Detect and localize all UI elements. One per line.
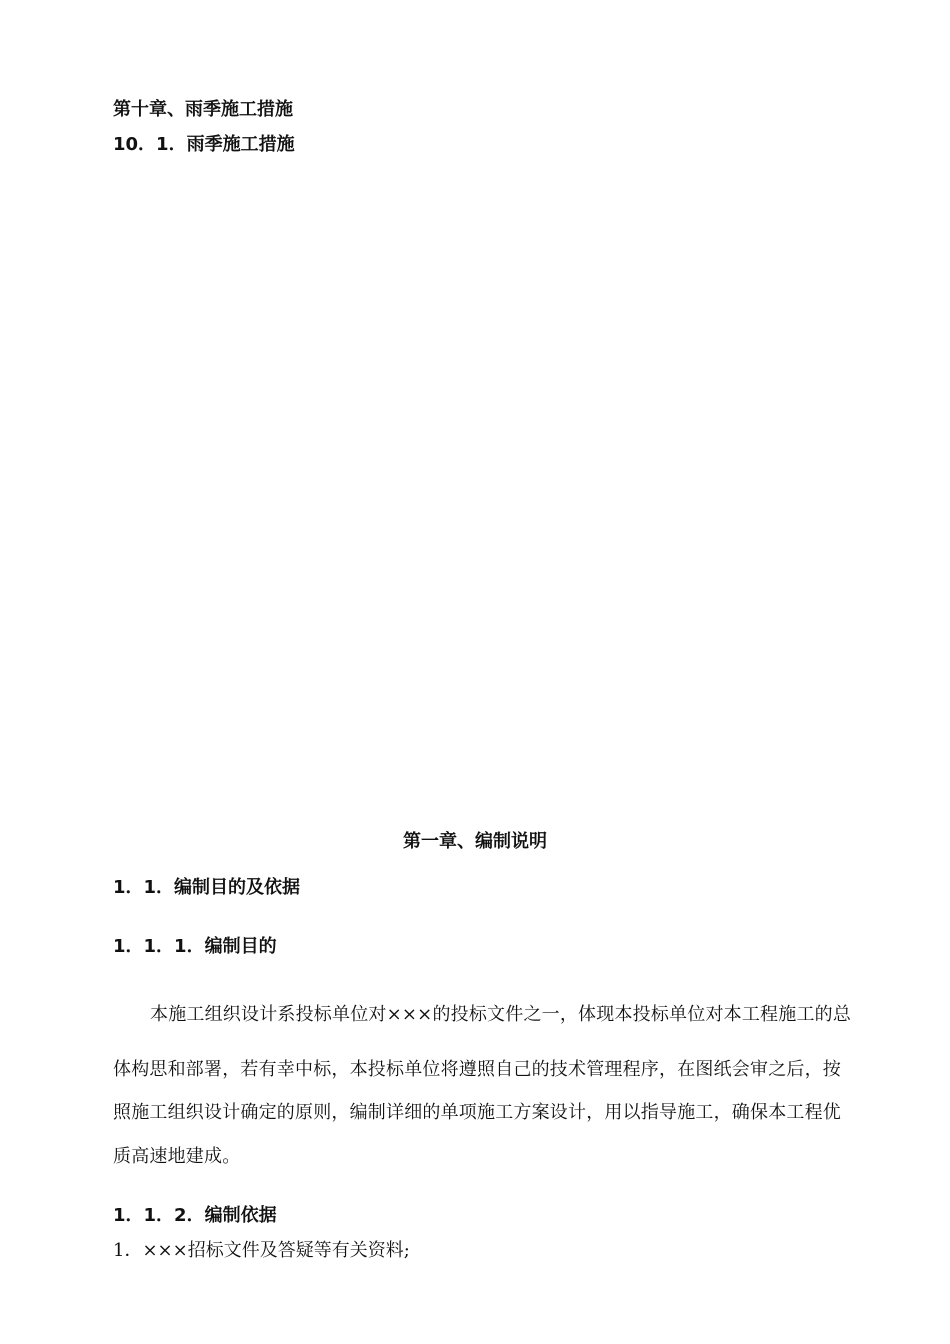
- chapter-10-heading: 第十章、雨季施工措施: [113, 99, 293, 120]
- paragraph-line: 质高速地建成。: [113, 1146, 241, 1167]
- section-1-1-1-heading: 1．1．1．编制目的: [113, 936, 277, 957]
- chapter-1-heading: 第一章、编制说明: [403, 831, 547, 852]
- basis-list-item: 1．×××招标文件及答疑等有关资料;: [113, 1240, 410, 1261]
- section-1-1-heading: 1．1．编制目的及依据: [113, 877, 301, 898]
- paragraph-line: 本施工组织设计系投标单位对×××的投标文件之一，体现本投标单位对本工程施工的总: [150, 1004, 852, 1025]
- paragraph-line: 体构思和部署，若有幸中标，本投标单位将遵照自己的技术管理程序，在图纸会审之后，按: [113, 1059, 841, 1080]
- section-1-1-2-heading: 1．1．2．编制依据: [113, 1205, 277, 1226]
- paragraph-line: 照施工组织设计确定的原则，编制详细的单项施工方案设计，用以指导施工，确保本工程优: [113, 1102, 841, 1123]
- section-10-1-heading: 10．1．雨季施工措施: [113, 134, 295, 155]
